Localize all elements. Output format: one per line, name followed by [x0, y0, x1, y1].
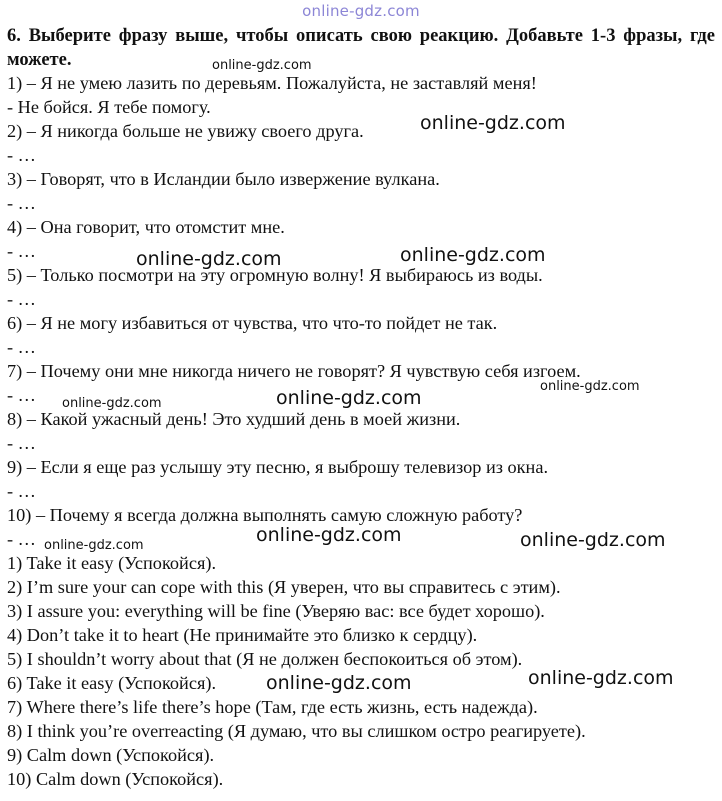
task-title: 6. Выберите фразу выше, чтобы описать свою реакцию. Добавьте 1-3 фразы, где можете. [7, 26, 715, 70]
answer-line: 3) I assure you: everything will be fine (Уверяю вас: все будет хорошо). [7, 601, 545, 621]
dialogue-line: - … [7, 241, 36, 261]
dialogue-line: - … [7, 145, 36, 165]
watermark: online-gdz.com [62, 396, 162, 411]
dialogue-line: 9) – Если я еще раз услышу эту песню, я выброшу телевизор из окна. [7, 457, 549, 477]
answer-line: 10) Calm down (Успокойся). [7, 769, 224, 789]
answer-line: 4) Don’t take it to heart (Не принимайте это близко к сердцу). [7, 625, 478, 645]
answer-line: 2) I’m sure your can cope with this (Я уверен, что вы справитесь с этим). [7, 577, 561, 597]
answer-line: 6) Take it easy (Успокойся). [7, 673, 217, 693]
dialogue-line: 6) – Я не могу избавиться от чувства, что что-то пойдет не так. [7, 313, 498, 333]
dialogue-line: - Не бойся. Я тебе помогу. [7, 97, 211, 117]
dialogue-line: 3) – Говорят, что в Исландии было извержение вулкана. [7, 169, 440, 189]
watermark: online-gdz.com [540, 379, 640, 394]
watermark: online-gdz.com [44, 538, 144, 553]
dialogue-line: 10) – Почему я всегда должна выполнять самую сложную работу? [7, 505, 523, 525]
dialogue-line: - … [7, 481, 36, 501]
watermark: online-gdz.com [276, 387, 422, 409]
dialogue-line: 4) – Она говорит, что отомстит мне. [7, 217, 285, 237]
dialogue-line: 7) – Почему они мне никогда ничего не говорят? Я чувствую себя изгоем. [7, 361, 581, 381]
watermark: online-gdz.com [400, 244, 546, 266]
watermark: online-gdz.com [528, 667, 674, 689]
answer-line: 9) Calm down (Успокойся). [7, 745, 215, 765]
answer-line: 5) I shouldn’t worry about that (Я не должен беспокоиться об этом). [7, 649, 523, 669]
answer-line: 8) I think you’re overreacting (Я думаю, что вы слишком остро реагируете). [7, 721, 586, 741]
watermark: online-gdz.com [136, 248, 282, 270]
answer-line: 1) Take it easy (Успокойся). [7, 553, 217, 573]
dialogue-line: - … [7, 337, 36, 357]
dialogue-line: 5) – Только посмотри на эту огромную волну! Я выбираюсь из воды. [7, 265, 543, 285]
dialogue-line: 2) – Я никогда больше не увижу своего друга. [7, 121, 364, 141]
dialogue-line: - … [7, 433, 36, 453]
dialogue-line: - … [7, 529, 36, 549]
dialogue-line: 8) – Какой ужасный день! Это худший день в моей жизни. [7, 409, 461, 429]
watermark: online-gdz.com [212, 58, 312, 73]
watermark: online-gdz.com [420, 112, 566, 134]
watermark: online-gdz.com [266, 672, 412, 694]
header-watermark: online-gdz.com [302, 2, 420, 20]
dialogue-line: 1) – Я не умею лазить по деревьям. Пожалуйста, не заставляй меня! [7, 73, 537, 93]
answer-line: 7) Where there’s life there’s hope (Там, где есть жизнь, есть надежда). [7, 697, 538, 717]
dialogue-line: - … [7, 289, 36, 309]
dialogue-line: - … [7, 193, 36, 213]
watermark: online-gdz.com [520, 529, 666, 551]
dialogue-line: - … [7, 385, 36, 405]
watermark: online-gdz.com [256, 524, 402, 546]
